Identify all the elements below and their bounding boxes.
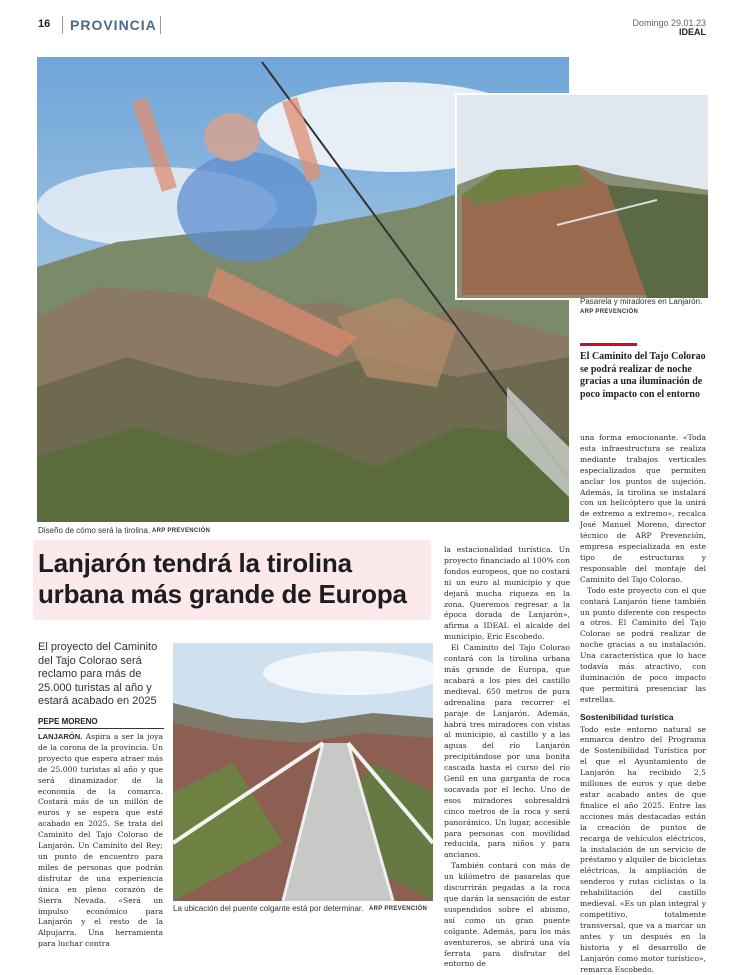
body-paragraph: También contará con más de un kilómetro de pasarelas que discurrirán pegadas a la roca que darán la sensación de estar suspendidos sobre el abismo, así como un gran puente colgante. Además, para los más aventureros, se abrirá una vía ferrata para disfrutar del entorno de xyxy=(444,861,570,969)
headline: Lanjarón tendrá la tirolina urbana más grande de Europa xyxy=(38,548,407,609)
issue-date: Domingo 29.01.23 xyxy=(632,18,706,28)
subhead: Sostenibilidad turística xyxy=(580,711,674,722)
header-divider xyxy=(62,16,63,34)
page-number: 16 xyxy=(38,18,51,30)
body-paragraph: Todo este entorno natural se enmarca dentro del Programa de Sostenibilidad Turística por el que el Ayuntamiento de Lanjarón ha recibido 2,5 millones de euros y que debe estar acabado antes de que finalice el año 2025. Entre las acciones más destacadas están la creación de puntos de recarga de vehículos eléctricos, la instalación de un servicio de préstamo y alquiler de bicicletas eléctricas, la ampliación de senderos y rutas ciclistas o la rehabilitación del castillo medieval. «Es un plan integral y competitivo, totalmente transversal, que va a marcar un antes y un después en la historia y el desarrollo de Lanjarón como motor turístico», remarca Escobedo. xyxy=(580,724,706,974)
dateline: LANJARÓN. xyxy=(38,732,83,741)
byline-rule xyxy=(38,728,164,729)
body-column-1 xyxy=(38,732,163,950)
main-caption: Diseño de cómo será la tirolina. xyxy=(38,526,151,535)
section-title: PROVINCIA xyxy=(70,17,157,33)
body-paragraph: una forma emocionante. «Toda esta infraestructura se realiza mediante trabajos verticales especializados que permiten anclar los puntos de sujeción. Además, la tirolina se instalará con un helicóptero que la unirá de extremo a extremo», recalca José Manuel Moreno, director técnico de ARP Prevención, empresa especializada en este tipo de estructuras y responsable del montaje del Caminito del Tajo Colorao. xyxy=(580,433,706,584)
inset-caption: Pasarela y miradores en Lanjarón. xyxy=(580,297,703,306)
body-paragraph: El Caminito del Tajo Colorao contará con la tirolina urbana más grande de Europa, que acabará a los pies del castillo medieval. 650 metros de pura adrenalina para recorrer el paraje de Lanjarón. Además, habrá tres miradores con vistas al municipio, al castillo y a las aguas del río Lanjarón precipitándose por una bonita cascada hasta el curso del río Genil en una garganta de roca socavada por el lecho. Uno de esos miradores sobresaldrá cinco metros de la roca y será panorámico. Un lugar, accesible para personas con movilidad reducida, para niños y para ancianos. xyxy=(444,643,570,860)
body-column-2 xyxy=(444,545,570,970)
main-credit: ARP PREVENCIÓN xyxy=(152,528,211,534)
bridge-caption: La ubicación del puente colgante está por determinar. xyxy=(173,904,364,913)
pull-quote: El Caminito del Tajo Colorao se podrá realizar de noche gracias a una iluminación de poco impacto con el entorno xyxy=(580,351,706,400)
pull-quote-rule xyxy=(580,343,637,346)
inset-photo xyxy=(455,93,710,300)
deck: El proyecto del Caminito del Tajo Colorao será reclamo para más de 25.000 turistas al año y estará acabado en 2025 xyxy=(38,641,158,707)
inset-credit: ARP PREVENCIÓN xyxy=(580,309,639,315)
body-paragraph: Todo este proyecto con el que contará Lanjarón tiene también un punto diferente con respecto a otros. El Caminito del Tajo Colorao se podrá realizar de noche gracias a su instalación. Una característica que lo hace todavía más atractivo, con iluminación de poco impacto que permitirá presenciar las estrellas. xyxy=(580,585,706,704)
body-column-3 xyxy=(580,433,706,975)
header-divider xyxy=(160,16,161,34)
bridge-credit: ARP PREVENCIÓN xyxy=(369,906,428,912)
body-text: Aspira a ser la joya de la corona de la provincia. Un proyecto que espera atraer más de 25.000 turistas al año y que será dinamizador de la economía de la comarca. Costará más de un millón de euros y se espera que esté acabado en 2025. Se trata del Caminito del Tajo Colorao de Lanjarón. Un Caminito del Rey; un punto de encuentro para miles de personas que podrán disfrutar de una experiencia única en pleno corazón de Sierra Nevada. «Será un impulso económico para Lanjarón y el resto de la Alpujarra. Una herramienta para luchar contra xyxy=(38,732,163,949)
bridge-photo xyxy=(173,643,433,901)
body-paragraph: la estacionalidad turística. Un proyecto financiado al 100% con fondos europeos, que no costará ni un euro al municipio y que dejará mucha riqueza en la zona. Queremos regresar a la época dorada de Lanjarón», afirma a IDEAL el alcalde del municipio, Eric Escobedo. xyxy=(444,545,570,642)
author-byline: PEPE MORENO xyxy=(38,717,98,726)
newspaper-name: IDEAL xyxy=(679,27,706,37)
